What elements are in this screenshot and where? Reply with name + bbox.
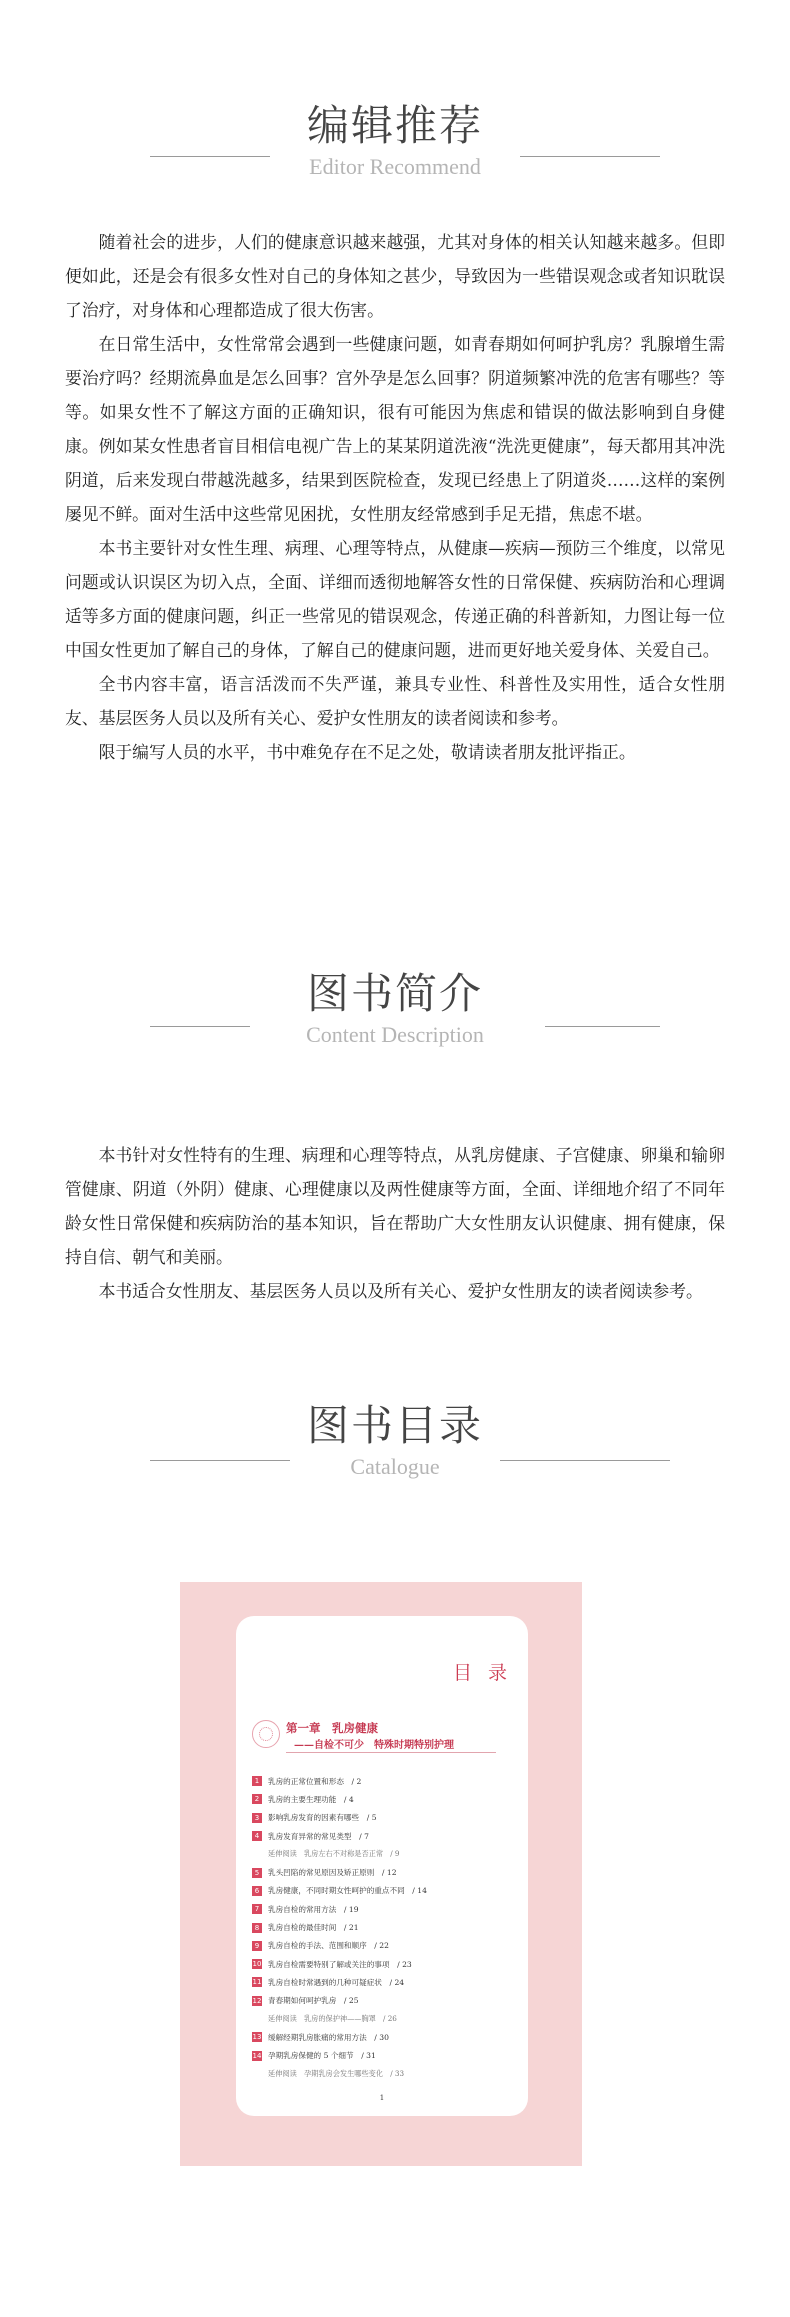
toc-entry <box>252 1863 522 1881</box>
toc-entry-text: 乳房健康，不同时期女性呵护的重点不同 / 14 <box>268 1886 427 1896</box>
section-title: 图书目录 <box>306 1401 483 1450</box>
paragraph: 限于编写人员的水平，书中难免存在不足之处，敬请读者朋友批评指正。 <box>98 742 636 762</box>
editor-recommend-header <box>0 100 790 180</box>
toc-entry-text: 乳房自检需要特别了解或关注的事项 / 23 <box>268 1959 412 1969</box>
toc-entry-number: 10 <box>252 1960 262 1969</box>
toc-extended-reading <box>252 2010 522 2028</box>
divider-line <box>150 1460 290 1461</box>
toc-entry-number: 9 <box>252 1941 262 1951</box>
toc-entry-number: 13 <box>252 2033 262 2042</box>
toc-entry-text: 缓解经期乳房胀痛的常用方法 / 30 <box>268 2032 389 2042</box>
divider-line <box>150 1026 250 1027</box>
toc-entry-number: 3 <box>252 1813 262 1823</box>
toc-entry-text: 孕期乳房保健的 5 个细节 / 31 <box>268 2051 376 2061</box>
content-description-header <box>0 968 790 1048</box>
toc-entry <box>252 1937 522 1955</box>
divider-line <box>520 156 660 157</box>
divider-line <box>500 1460 670 1461</box>
divider-line <box>150 156 270 157</box>
catalogue-header <box>0 1400 790 1480</box>
toc-entry-number: 8 <box>252 1923 262 1933</box>
toc-entry-text: 青春期如何呵护乳房 / 25 <box>268 1996 359 2006</box>
toc-entry-text: 延伸阅读 乳房左右不对称是否正常 / 9 <box>268 1849 400 1859</box>
toc-entry-number: 14 <box>252 2051 262 2060</box>
toc-entry-text: 乳头凹陷的常见原因及矫正原则 / 12 <box>268 1868 397 1878</box>
section-title: 编辑推荐 <box>306 101 483 150</box>
toc-extended-reading <box>252 2065 522 2083</box>
paragraph: 随着社会的进步，人们的健康意识越来越强，尤其对身体的相关认知越来越多。但即便如此，还是会有很多女性对自己的身体知之甚少，导致因为一些错误观念或者知识耽误了治疗，对身体和心理都造成了很大伤害。 <box>65 232 725 320</box>
toc-entry-text: 乳房自检的常用方法 / 19 <box>268 1904 359 1914</box>
toc-entry <box>252 1973 522 1991</box>
toc-entry <box>252 1827 522 1845</box>
toc-entry-text: 延伸阅读 乳房的保护神——胸罩 / 26 <box>268 2014 397 2023</box>
toc-entry-text: 影响乳房发育的因素有哪些 / 5 <box>268 1813 377 1823</box>
toc-heading: 目 录 <box>452 1662 512 1684</box>
toc-entry-text: 乳房的主要生理功能 / 4 <box>268 1794 354 1804</box>
paragraph: 全书内容丰富，语言活泼而不失严谨，兼具专业性、科普性及实用性，适合女性朋友、基层医务人员以及所有关心、爱护女性朋友的读者阅读和参考。 <box>65 674 725 728</box>
toc-entry-text: 乳房自检的最佳时间 / 21 <box>268 1923 359 1933</box>
toc-entry-number: 2 <box>252 1794 262 1804</box>
toc-entry <box>252 1918 522 1936</box>
section-subtitle: Editor Recommend <box>309 154 481 179</box>
toc-entry <box>252 1790 522 1808</box>
toc-entry-text: 乳房自检的手法、范围和顺序 / 22 <box>268 1941 389 1951</box>
section-title: 图书简介 <box>306 969 483 1018</box>
toc-entry <box>252 2028 522 2046</box>
toc-list <box>252 1772 522 2083</box>
table-of-contents-image <box>180 1582 582 2166</box>
toc-entry-text: 延伸阅读 孕期乳房会发生哪些变化 / 33 <box>268 2068 405 2078</box>
paragraph: 本书主要针对女性生理、病理、心理等特点，从健康—疾病—预防三个维度，以常见问题或认识误区为切入点，全面、详细而透彻地解答女性的日常保健、疾病防治和心理调适等多方面的健康问题，纠正一些常见的错误观念，传递正确的科普新知，力图让每一位中国女性更加了解自己的身体，了解自己的健康问题，进而更好地关爱身体、关爱自己。 <box>65 538 725 660</box>
toc-page <box>236 1616 528 2116</box>
toc-entry <box>252 1900 522 1918</box>
toc-entry-number: 12 <box>252 1996 262 2005</box>
toc-entry-text: 乳房发育异常的常见类型 / 7 <box>268 1831 369 1841</box>
toc-entry <box>252 1772 522 1790</box>
chapter-emblem-icon <box>252 1720 280 1748</box>
toc-entry-number: 5 <box>252 1868 262 1878</box>
chapter-divider <box>286 1752 496 1753</box>
toc-entry-number: 4 <box>252 1831 262 1841</box>
toc-entry <box>252 2046 522 2064</box>
page-number: 1 <box>379 2094 385 2102</box>
toc-entry <box>252 1809 522 1827</box>
paragraph: 本书适合女性朋友、基层医务人员以及所有关心、爱护女性朋友的读者阅读参考。 <box>98 1281 703 1301</box>
toc-entry-number: 11 <box>252 1978 262 1987</box>
toc-entry <box>252 1882 522 1900</box>
editor-recommend-body <box>65 225 725 769</box>
section-subtitle: Content Description <box>306 1022 484 1047</box>
toc-entry <box>252 1992 522 2010</box>
section-subtitle: Catalogue <box>350 1454 440 1479</box>
toc-entry-number: 6 <box>252 1886 262 1896</box>
chapter-title: 第一章 乳房健康 <box>286 1721 378 1735</box>
toc-entry-text: 乳房的正常位置和形态 / 2 <box>268 1776 362 1786</box>
toc-entry-text: 乳房自检时常遇到的几种可疑症状 / 24 <box>268 1977 405 1987</box>
toc-extended-reading <box>252 1845 522 1863</box>
paragraph: 本书针对女性特有的生理、病理和心理等特点，从乳房健康、子宫健康、卵巢和输卵管健康、阴道（外阴）健康、心理健康以及两性健康等方面，全面、详细地介绍了不同年龄女性日常保健和疾病防治的基本知识，旨在帮助广大女性朋友认识健康、拥有健康，保持自信、朝气和美丽。 <box>65 1145 725 1267</box>
content-description-body <box>65 1138 725 1308</box>
toc-entry-number: 1 <box>252 1776 262 1786</box>
paragraph: 在日常生活中，女性常常会遇到一些健康问题，如青春期如何呵护乳房？乳腺增生需要治疗吗？经期流鼻血是怎么回事？宫外孕是怎么回事？阴道频繁冲洗的危害有哪些？等等。如果女性不了解这方面的正确知识，很有可能因为焦虑和错误的做法影响到自身健康。例如某女性患者盲目相信电视广告上的某某阴道洗液“洗洗更健康”，每天都用其冲洗阴道，后来发现白带越洗越多，结果到医院检查，发现已经患上了阴道炎……这样的案例屡见不鲜。面对生活中这些常见困扰，女性朋友经常感到手足无措，焦虑不堪。 <box>65 334 725 524</box>
chapter-subtitle: ——自检不可少 特殊时期特别护理 <box>294 1740 454 1751</box>
toc-entry <box>252 1955 522 1973</box>
divider-line <box>545 1026 660 1027</box>
toc-entry-number: 7 <box>252 1904 262 1914</box>
